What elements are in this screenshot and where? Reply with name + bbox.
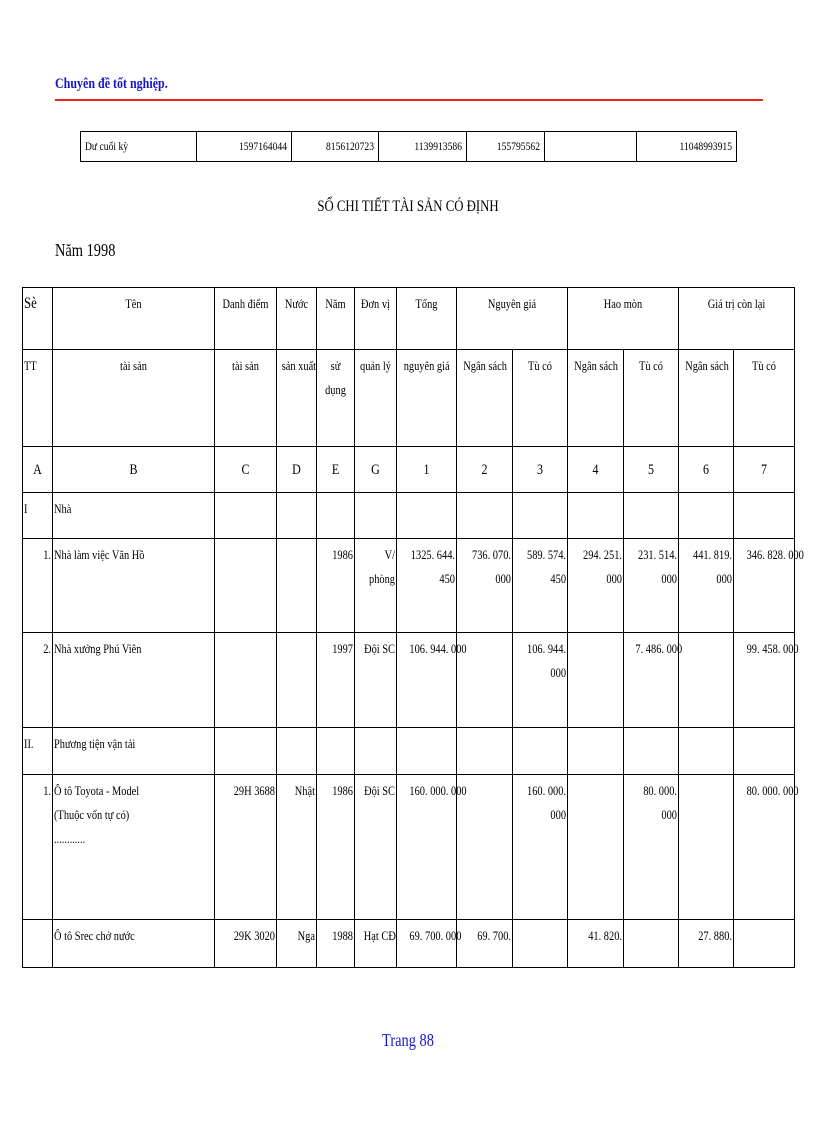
depr-budget: 294. 251. 000 <box>568 539 624 633</box>
header-remain-self: Tù có <box>734 350 795 447</box>
section-name: Phương tiện vận tải <box>53 728 215 775</box>
column-code: 6 <box>679 447 734 493</box>
ledger-year: Năm 1998 <box>55 240 116 260</box>
closing-balance-value: 1139913586 <box>379 132 467 162</box>
cost-self: 589. 574. 450 <box>513 539 568 633</box>
closing-balance-value <box>545 132 637 162</box>
column-code: 3 <box>513 447 568 493</box>
header-depr-self: Tù có <box>624 350 679 447</box>
header-code: Danh điểm <box>215 288 277 350</box>
column-code: 2 <box>457 447 513 493</box>
depr-budget: 41. 820. <box>568 920 624 968</box>
asset-name: Nhà xưởng Phú Viên <box>53 633 215 728</box>
header-total: nguyên giá <box>397 350 457 447</box>
cost-budget: 69. 700. <box>457 920 513 968</box>
remain-self: 99. 458. 000 <box>734 633 795 728</box>
remain-budget: 441. 819. 000 <box>679 539 734 633</box>
remain-self: 80. 000. 000 <box>734 775 795 920</box>
document-title: SỔ CHI TIẾT TÀI SẢN CÓ ĐỊNH <box>317 198 499 215</box>
header-unit: quản lý <box>355 350 397 447</box>
asset-year: 1997 <box>317 633 355 728</box>
header-divider <box>55 99 763 101</box>
asset-name: Ô tô Srec chở nước <box>53 920 215 968</box>
column-code: B <box>53 447 215 493</box>
header-depr-budget: Ngân sách <box>568 350 624 447</box>
asset-name: Nhà làm việc Văn Hồ <box>53 539 215 633</box>
header-code: tài sản <box>215 350 277 447</box>
depr-self: 80. 000. 000 <box>624 775 679 920</box>
header-country: sản xuất <box>277 350 317 447</box>
section-number: II. <box>23 728 53 775</box>
asset-total-cost: 1325. 644. 450 <box>397 539 457 633</box>
header-year: Năm <box>317 288 355 350</box>
asset-year: 1986 <box>317 539 355 633</box>
section-name: Nhà <box>53 493 215 539</box>
header-depreciation: Hao mòn <box>568 288 679 350</box>
asset-unit: Hạt CĐ <box>355 920 397 968</box>
closing-balance-value: 1597164044 <box>197 132 292 162</box>
section-number: I <box>23 493 53 539</box>
table-row <box>23 633 795 728</box>
remain-self: 346. 828. 000 <box>734 539 795 633</box>
asset-year: 1986 <box>317 775 355 920</box>
header-stt: TT <box>23 350 53 447</box>
section-row <box>23 493 795 539</box>
section-row <box>23 728 795 775</box>
table-row <box>81 132 737 162</box>
table-row <box>23 920 795 968</box>
asset-code: 29H 3688 <box>215 775 277 920</box>
header-cost-budget: Ngân sách <box>457 350 513 447</box>
closing-balance-value: 11048993915 <box>637 132 737 162</box>
asset-year: 1988 <box>317 920 355 968</box>
cost-self: 106. 944. 000 <box>513 633 568 728</box>
column-code: D <box>277 447 317 493</box>
asset-country: Nga <box>277 920 317 968</box>
header-cost: Nguyên giá <box>457 288 568 350</box>
column-code: C <box>215 447 277 493</box>
header-name: tài sản <box>53 350 215 447</box>
cost-budget: 736. 070. 000 <box>457 539 513 633</box>
table-header-row <box>23 350 795 447</box>
asset-total-cost: 160. 000. 000 <box>397 775 457 920</box>
asset-code: 29K 3020 <box>215 920 277 968</box>
header-stt: Sè <box>23 288 53 350</box>
page-number: Trang 88 <box>382 1030 434 1050</box>
header-remain-budget: Ngân sách <box>679 350 734 447</box>
row-number: 2. <box>23 633 53 728</box>
remain-budget: 27. 880. <box>679 920 734 968</box>
header-cost-self: Tù có <box>513 350 568 447</box>
header-name: Tên <box>53 288 215 350</box>
column-code: E <box>317 447 355 493</box>
row-number: 1. <box>23 775 53 920</box>
row-number: 1. <box>23 539 53 633</box>
asset-unit: V/ phòng <box>355 539 397 633</box>
column-code: G <box>355 447 397 493</box>
header-country: Nước <box>277 288 317 350</box>
document-header-title: Chuyên đề tốt nghiệp. <box>55 76 168 92</box>
column-code: A <box>23 447 53 493</box>
asset-unit: Đội SC <box>355 633 397 728</box>
table-header-row <box>23 288 795 350</box>
header-unit: Đơn vị <box>355 288 397 350</box>
fixed-asset-ledger-table <box>22 287 804 968</box>
column-code: 1 <box>397 447 457 493</box>
asset-unit: Đội SC <box>355 775 397 920</box>
column-code: 7 <box>734 447 795 493</box>
header-total: Tổng <box>397 288 457 350</box>
closing-balance-value: 155795562 <box>467 132 545 162</box>
closing-balance-table <box>80 131 737 162</box>
asset-total-cost: 69. 700. 000 <box>397 920 457 968</box>
asset-total-cost: 106. 944. 000 <box>397 633 457 728</box>
asset-name: Ô tô Toyota - Model (Thuộc vốn tự có) ............ <box>53 775 215 920</box>
header-year: sử dụng <box>317 350 355 447</box>
table-row <box>23 539 795 633</box>
closing-balance-value: 8156120723 <box>292 132 379 162</box>
header-remaining-value: Giá trị còn lại <box>679 288 795 350</box>
column-code: 5 <box>624 447 679 493</box>
closing-balance-label: Dư cuối kỳ <box>81 132 197 162</box>
cost-self: 160. 000. 000 <box>513 775 568 920</box>
column-code-row <box>23 447 795 493</box>
depr-self: 7. 486. 000 <box>624 633 679 728</box>
asset-country: Nhật <box>277 775 317 920</box>
depr-self: 231. 514. 000 <box>624 539 679 633</box>
column-code: 4 <box>568 447 624 493</box>
table-row <box>23 775 795 920</box>
